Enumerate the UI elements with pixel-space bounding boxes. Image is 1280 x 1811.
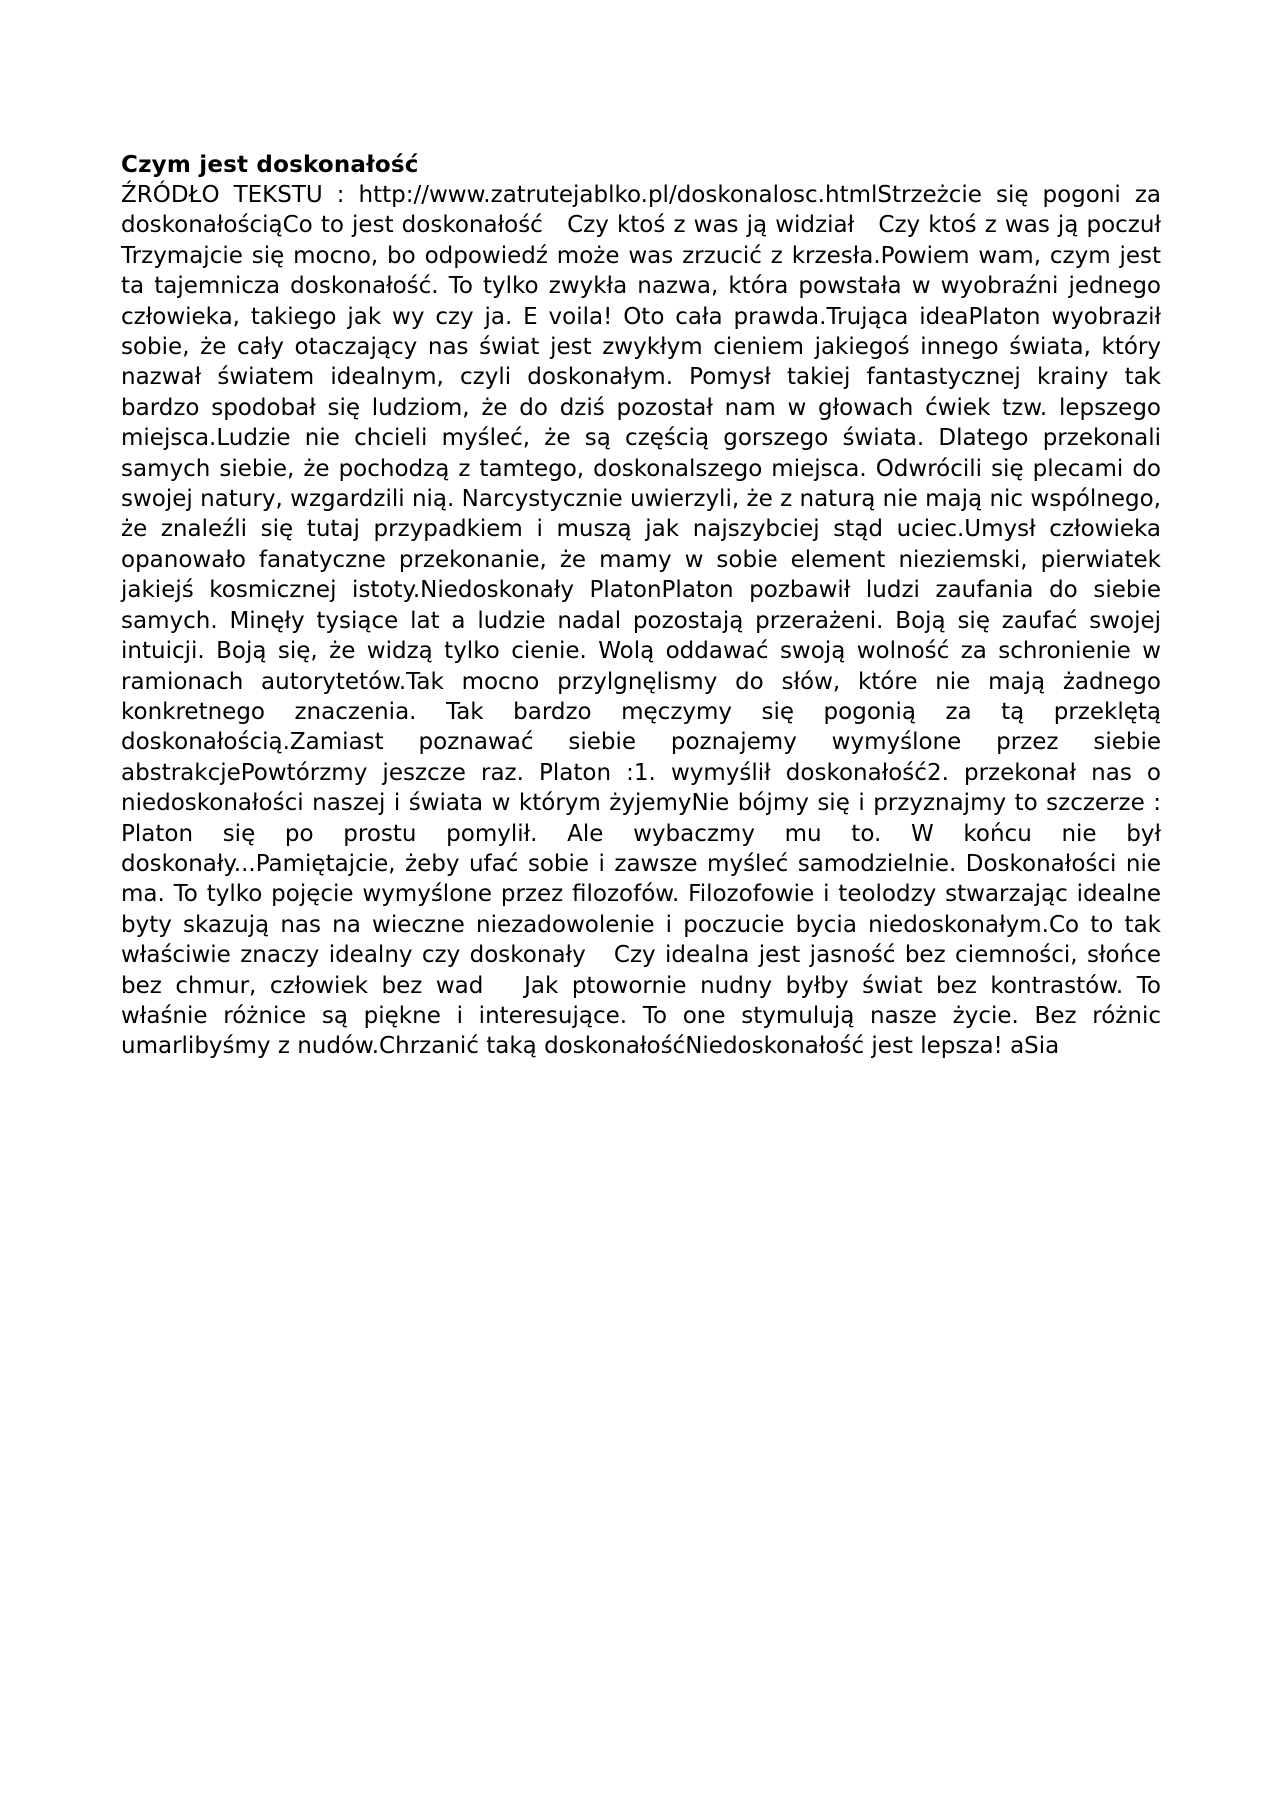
document-body-text: ŹRÓDŁO TEKSTU : http://www.zatrutejablko.pl/doskonalosc.htmlStrzeżcie się pogoni za doskonałościąCo to jest doskonałość Czy ktoś z was ją widział Czy ktoś z was ją poczuł Trzymajcie się mocno, bo odpowiedź może was zrzucić z krzesła.Powiem wam, czym jest ta tajemnicza doskonałość. To tylko zwykła nazwa, która powstała w wyobraźni jednego człowieka, takiego jak wy czy ja. E voila! Oto cała prawda.Trująca ideaPlaton wyobraził sobie, że cały otaczający nas świat jest zwykłym cieniem jakiegoś innego świata, który nazwał światem idealnym, czyli doskonałym. Pomysł takiej fantastycznej krainy tak bardzo spodobał się ludziom, że do dziś pozostał nam w głowach ćwiek tzw. lepszego miejsca.Ludzie nie chcieli myśleć, że są częścią gorszego świata. Dlatego przekonali samych siebie, że pochodzą z tamtego, doskonalszego miejsca. Odwrócili się plecami do swojej natury, wzgardzili nią. Narcystycznie uwierzyli, że z naturą nie mają nic wspólnego, że znaleźli się tutaj przypadkiem i muszą jak najszybciej stąd uciec.Umysł człowieka opanowało fanatyczne przekonanie, że mamy w sobie element nieziemski, pierwiatek jakiejś kosmicznej istoty.Niedoskonały PlatonPlaton pozbawił ludzi zaufania do siebie samych. Minęły tysiące lat a ludzie nadal pozostają przerażeni. Boją się zaufać swojej intuicji. Boją się, że widzą tylko cienie. Wolą oddawać swoją wolność za schronienie w ramionach autorytetów.Tak mocno przylgnęlismy do słów, które nie mają żadnego konkretnego znaczenia. Tak bardzo męczymy się pogonią za tą przeklętą doskonałością.Zamiast poznawać siebie poznajemy wymyślone przez siebie abstrakcjePowtórzmy jeszcze raz. Platon :1. wymyślił doskonałość2. przekonał nas o niedoskonałości naszej i świata w którym żyjemyNie bójmy się i przyznajmy to szczerze : Platon się po prostu pomylił. Ale wybaczmy mu to. W końcu nie był doskonały...Pamiętajcie, żeby ufać sobie i zawsze myśleć samodzielnie. Doskonałości nie ma. To tylko pojęcie wymyślone przez filozofów. Filozofowie i teolodzy stwarzając idealne byty skazują nas na wieczne niezadowolenie i poczucie bycia niedoskonałym.Co to tak właściwie znaczy idealny czy doskonały Czy idealna jest jasność bez ciemności, słońce bez chmur, człowiek bez wad Jak ptowornie nudny byłby świat bez kontrastów. To właśnie różnice są piękne i interesujące. To one stymulują nasze życie. Bez różnic umarlibyśmy z nudów.Chrzanić taką doskonałośćNiedoskonałość jest lepsza! aSia [121,182,1183,1060]
document-content [121,150,1183,1062]
document-title: Czym jest doskonałość [121,152,419,178]
